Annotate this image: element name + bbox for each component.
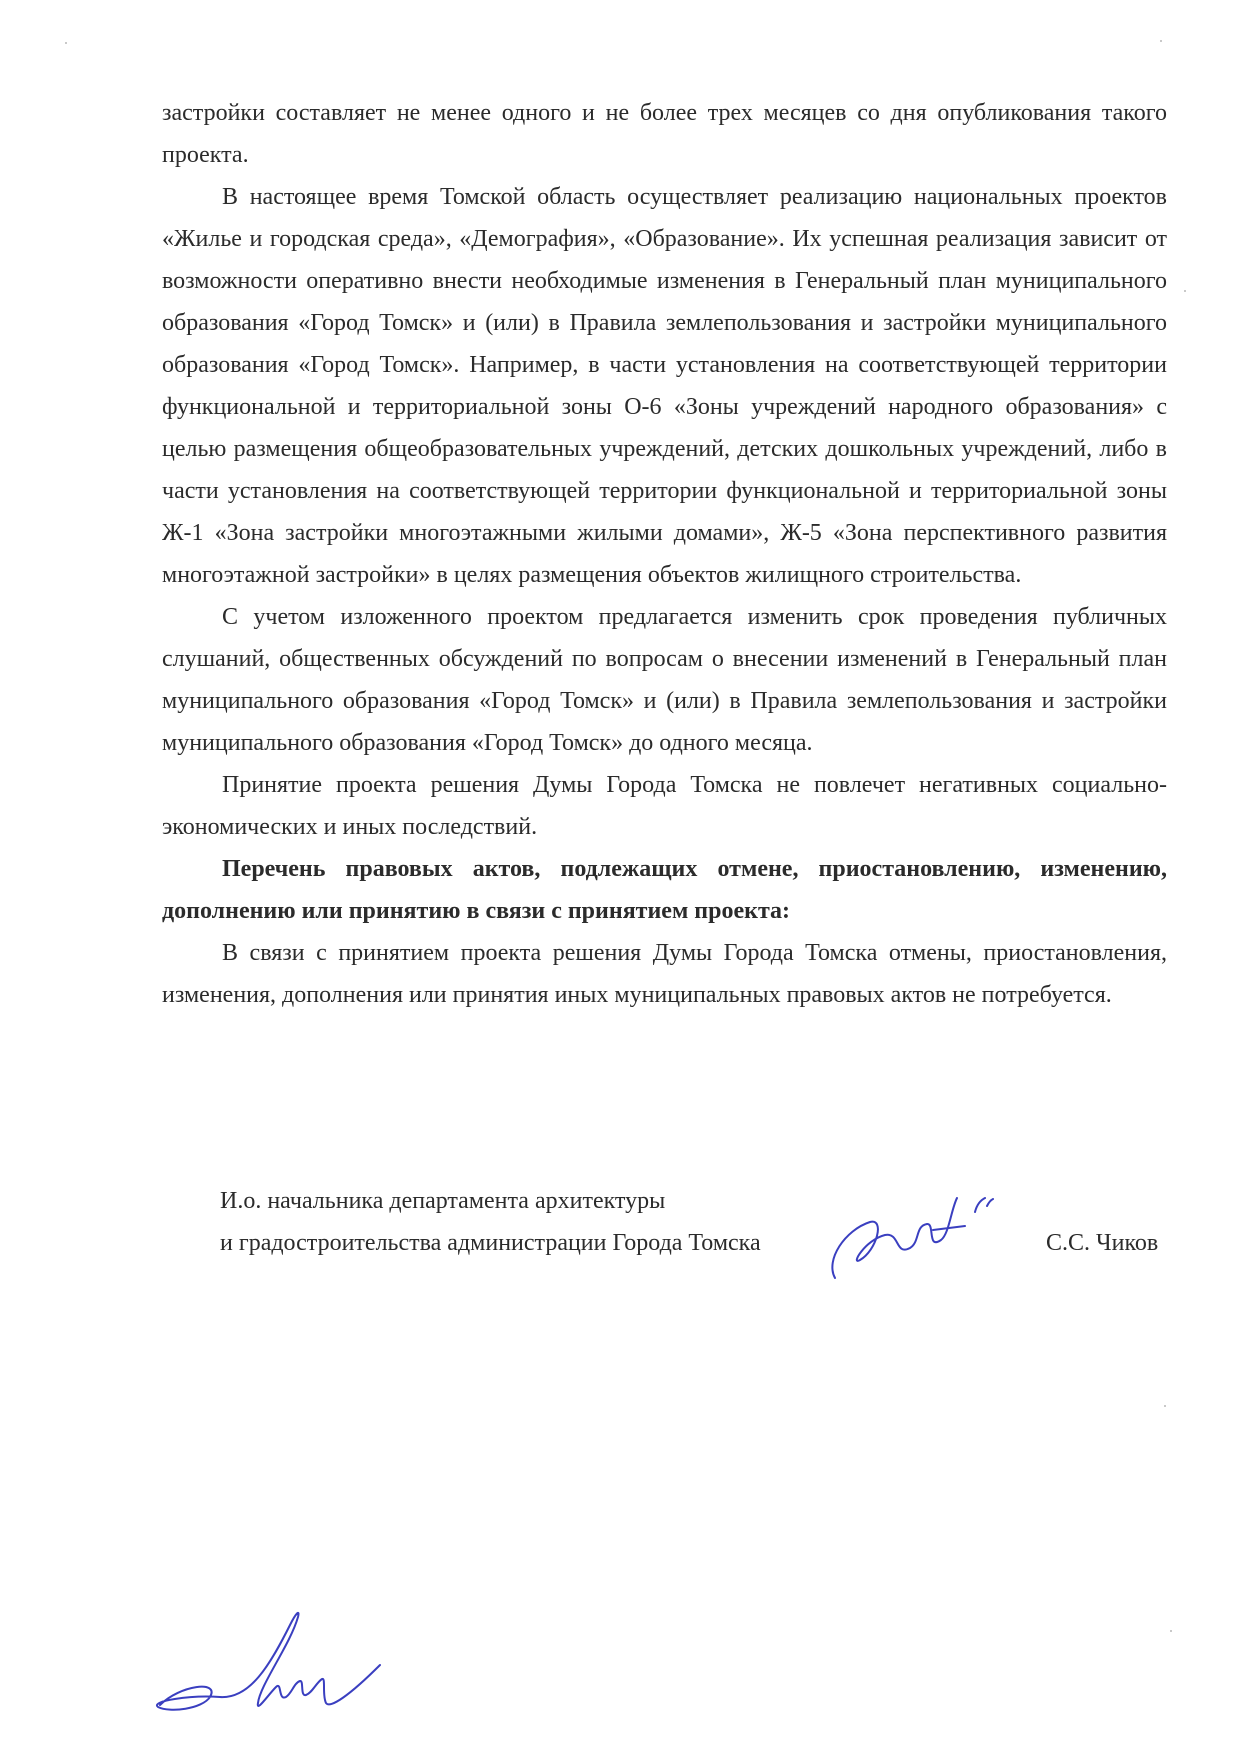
paragraph-legal-acts-heading: Перечень правовых актов, подлежащих отмене, приостановлению, изменению, дополнению или принятию в связи с принятием проекта: [162, 856, 1167, 924]
scan-speck [1184, 290, 1186, 292]
paragraph-continuation: застройки составляет не менее одного и не более трех месяцев со дня опубликования такого проекта. [162, 100, 1167, 168]
signature-block [0, 1180, 1240, 1300]
document-body [162, 92, 1167, 1016]
signatory-title-line-1: И.о. начальника департамента архитектуры [220, 1188, 666, 1214]
paragraph-consequences: Принятие проекта решения Думы Города Томска не повлечет негативных социально-экономических и иных последствий. [162, 772, 1167, 840]
signatory-title [220, 1180, 761, 1264]
signatory-name: С.С. Чиков [1046, 1230, 1159, 1256]
handwritten-signature [815, 1190, 1005, 1290]
paragraph-national-projects: В настоящее время Томской область осуществляет реализацию национальных проектов «Жилье и городская среда», «Демография», «Образование». Их успешная реализация зависит от возможности оперативно внести необходимые изменения в Генеральный план муниципального образования «Город Томск» и (или) в Правила землепользования и застройки муниципального образования «Город Томск». Например, в части установления на соответствующей территории функциональной и территориальной зоны О-6 «Зоны учреждений народного образования» с целью размещения общеобразовательных учреждений, детских дошкольных учреждений, либо в части установления на соответствующей территории функциональной и территориальной зоны Ж-1 «Зона застройки многоэтажными жилыми домами», Ж-5 «Зона перспективного развития многоэтажной застройки» в целях размещения объектов жилищного строительства. [162, 184, 1167, 588]
paragraph-legal-acts: В связи с принятием проекта решения Думы Города Томска отмены, приостановления, изменения, дополнения или принятия иных муниципальных правовых актов не потребуется. [162, 940, 1167, 1008]
scan-speck [65, 42, 67, 44]
scan-speck [1170, 1630, 1172, 1632]
initials-mark [150, 1605, 390, 1720]
paragraph-proposal: С учетом изложенного проектом предлагается изменить срок проведения публичных слушаний, общественных обсуждений по вопросам о внесении изменений в Генеральный план муниципального образования «Город Томск» и (или) в Правила землепользования и застройки муниципального образования «Город Томск» до одного месяца. [162, 604, 1167, 756]
scan-speck [1164, 1405, 1166, 1407]
signatory-title-line-2: и градостроительства администрации Города Томска [220, 1230, 761, 1256]
scan-speck [1160, 40, 1162, 42]
